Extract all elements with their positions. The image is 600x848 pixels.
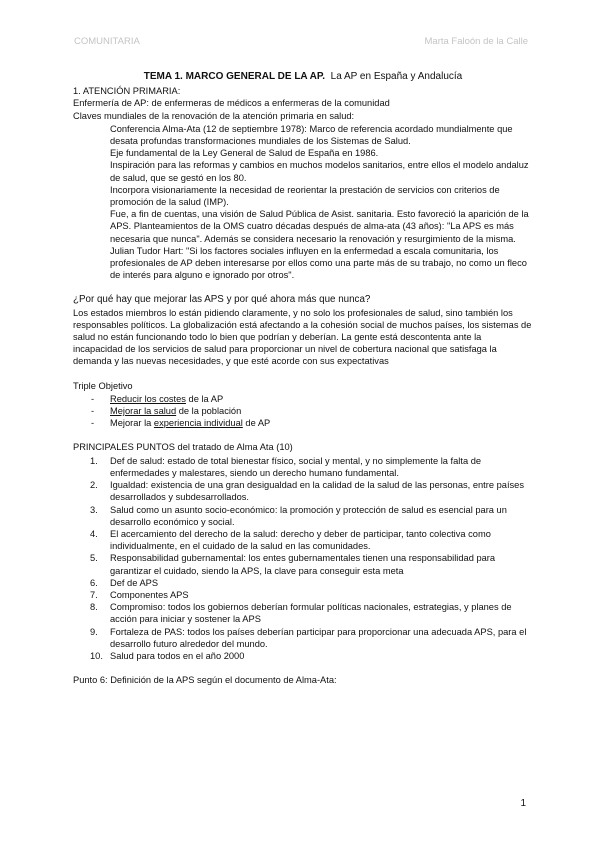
list-item: 1. Def de salud: estado de total bienestar físico, social y mental, y no simplemente la falta de enfermedades y malestares, siendo un derecho humano fundamental. xyxy=(90,455,482,478)
list-item: 5. Responsabilidad gubernamental: los entes gubernamentales tienen una responsabilidad para garantizar el cuidado, siendo la APS, la clave para conseguir esta meta xyxy=(90,553,496,576)
section-heading: 1. ATENCIÓN PRIMARIA: xyxy=(73,86,181,97)
list-item: 10. Salud para todos en el año 2000 xyxy=(90,650,245,661)
list-item: - Mejorar la salud de la población xyxy=(91,406,242,417)
list-item: 7. Componentes APS xyxy=(90,589,189,600)
paragraph: Eje fundamental de la Ley General de Salud de España en 1986. xyxy=(110,148,379,159)
title-rest: La AP en España y Andalucía xyxy=(330,71,463,82)
triple-heading: Triple Objetivo xyxy=(73,380,133,391)
list-item: - Mejorar la experiencia individual de AP xyxy=(91,418,271,429)
principales-list xyxy=(73,455,533,662)
list-item: 2. Igualdad: existencia de una gran desigualdad en la calidad de la salud de las personas, entre países desarrollados y subdesarrollados. xyxy=(90,480,525,503)
punto6-line: Punto 6: Definición de la APS según el documento de Alma-Ata: xyxy=(73,675,337,686)
header-right: Marta Faloón de la Calle xyxy=(424,36,528,47)
list-item: 3. Salud como un asunto socio-económico: la promoción y protección de salud es esencial para un desarrollo económico y social. xyxy=(90,504,507,527)
list-item: 4. El acercamiento del derecho de la salud: derecho y deber de participar, tanto colectiva como individualmente, en el cuidado de la salud en las comunidades. xyxy=(90,528,491,552)
header-left: COMUNITARIA xyxy=(74,36,140,47)
underlined-text: Reducir los costes xyxy=(110,393,186,404)
section-line-1: Enfermería de AP: de enfermeras de médicos a enfermeras de la comunidad xyxy=(73,98,390,109)
paragraph: Incorpora visionariamente la necesidad de reorientar la prestación de servicios con criterios de promoción de la salud (IMP). xyxy=(110,184,500,208)
list-item: 8. Compromiso: todos los gobiernos deberían formular políticas nacionales, estrategias, y planes de acción para iniciar y sostener la APS xyxy=(90,602,512,625)
question-body: Los estados miembros lo están pidiendo claramente, y no solo los profesionales de salud, sino también los responsables políticos. La globalización está afectando a la cohesión social de muchos países, los sistemas de salud no están funcionando todo lo bien que podrían y deberían. La gente está descontenta ante la incapacidad de los servicios de salud para proporcionar un nivel de cobertura nacional que satisfaga la demanda y las nuevas necesidades, y que esté acorde con sus expectativas xyxy=(73,307,532,367)
title-bold: TEMA 1. MARCO GENERAL DE LA AP. xyxy=(143,71,326,82)
list-item: 9. Fortaleza de PAS: todos los países deberían participar para proporcionar una adecuada APS, para el desarrollo futuro alrededor del mundo. xyxy=(90,626,527,649)
triple-list xyxy=(73,393,533,430)
section-line-2: Claves mundiales de la renovación de la atención primaria en salud: xyxy=(73,110,355,121)
question-heading: ¿Por qué hay que mejorar las APS y por qué ahora más que nunca? xyxy=(73,294,371,306)
principales-heading: PRINCIPALES PUNTOS del tratado de Alma Ata (10) xyxy=(73,442,293,453)
underlined-text: experiencia individual xyxy=(153,418,243,429)
list-item: - Reducir los costes de la AP xyxy=(91,393,224,404)
paragraph: Julian Tudor Hart: "Si los factores sociales influyen en la enfermedad a escala comunitaria, los profesionales de AP deben interesarse por ellos como una parte más de su trabajo, no como un fleco de interés para alguno e ignorado por otros". xyxy=(110,245,527,281)
document-title xyxy=(73,71,533,83)
paragraph: Fue, a fin de cuentas, una visión de Salud Pública de Asist. sanitaria. Esto favoreció la aparición de la APS. Planteamientos de la OMS cuatro décadas después de alma-ata (43 años): "La APS es más necesaria que nunca". Además se considera necesario la renovación y resurgimiento de la misma. xyxy=(110,209,529,244)
paragraph: Inspiración para las reformas y cambios en muchos modelos sanitarios, entre ellos el modelo andaluz de salud, que se gestó en los 80. xyxy=(110,160,529,183)
alma-ata-paragraphs xyxy=(73,123,533,282)
underlined-text: Mejorar la salud xyxy=(110,406,177,417)
paragraph: Conferencia Alma-Ata (12 de septiembre 1978): Marco de referencia acordado mundialmente que desata profundas transformaciones mundiales de los Sistemas de Salud. xyxy=(110,123,513,147)
document-body xyxy=(73,71,533,686)
page-number: 1 xyxy=(520,798,526,809)
list-item: 6. Def de APS xyxy=(90,577,159,588)
